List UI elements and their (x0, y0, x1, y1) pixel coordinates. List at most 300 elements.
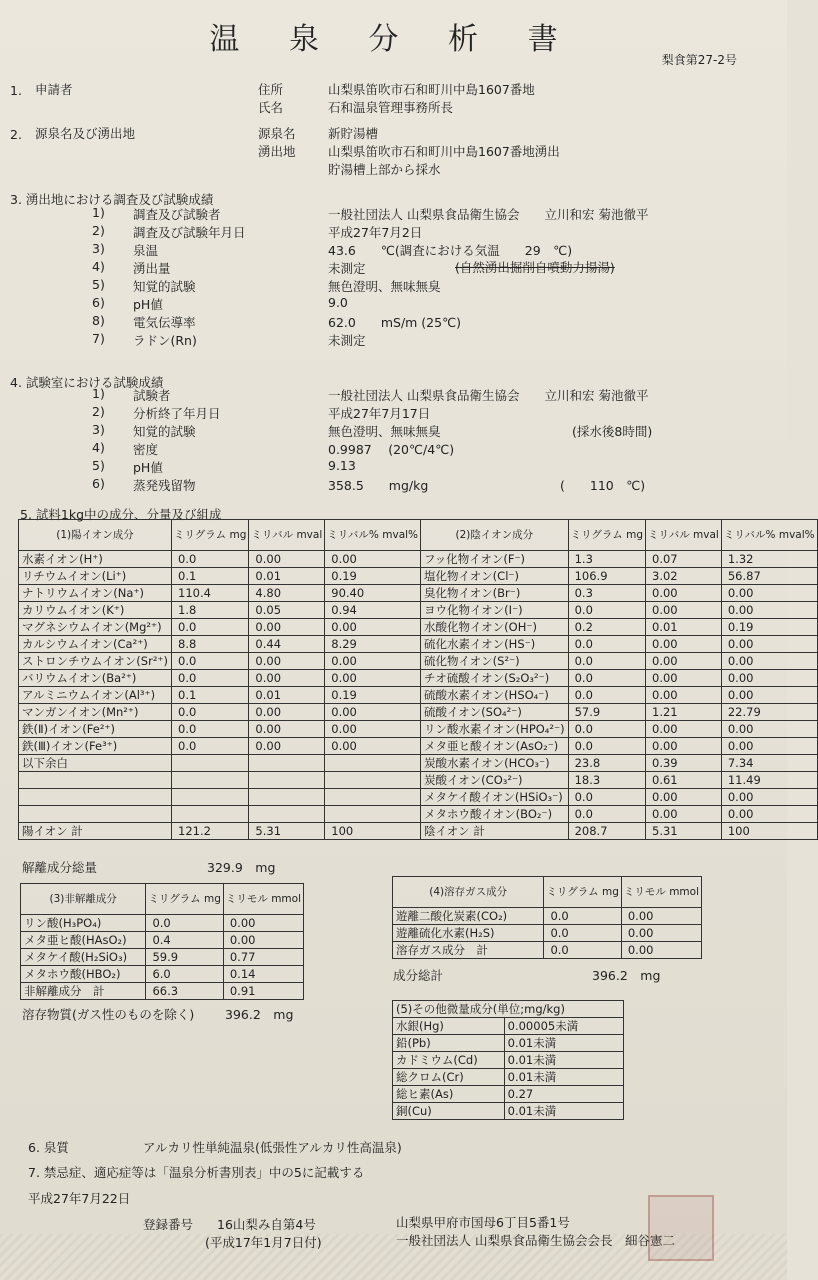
s3-row-5-number: 5) (92, 277, 105, 292)
undissociated-cell: 0.00 (223, 915, 303, 932)
anion-header-3: ミリバル% mval% (721, 520, 817, 551)
anion-cell: 0.00 (646, 806, 722, 823)
gas-header-2: ミリモル mmol (621, 877, 701, 908)
cation-cell: マンガンイオン(Mn²⁺) (19, 704, 172, 721)
cation-cell: 0.0 (172, 738, 249, 755)
undissociated-header-2: ミリモル mmol (223, 884, 303, 915)
anion-cell: 0.0 (568, 636, 645, 653)
s3-row-4-value: 未測定 (328, 261, 366, 276)
gas-cell: 0.0 (544, 942, 621, 959)
anion-cell: 0.2 (568, 619, 645, 636)
table-row (19, 704, 818, 721)
undissociated-header-0: (3)非解離成分 (21, 884, 146, 915)
cation-cell: 0.00 (325, 721, 421, 738)
indications-note: 7. 禁忌症、適応症等は「温泉分析書別表」中の5に記載する (28, 1165, 365, 1180)
cation-cell: 0.00 (249, 619, 325, 636)
anion-cell: 106.9 (568, 568, 645, 585)
registration-number: 16山梨み自第4号 (217, 1217, 316, 1232)
gas-header-1: ミリグラム mg (544, 877, 621, 908)
anion-cell: 22.79 (721, 704, 817, 721)
registration-label: 登録番号 (143, 1217, 194, 1232)
cation-cell: 0.00 (325, 551, 421, 568)
cation-cell: 0.05 (249, 602, 325, 619)
undissociated-cell: メタホウ酸(HBO₂) (21, 966, 146, 983)
spring-quality-label: 6. 泉質 (28, 1140, 69, 1155)
s3-row-2-label: 調査及び試験年月日 (133, 225, 246, 240)
section-1-number: 1. (10, 83, 22, 98)
anion-cell: 硫酸水素イオン(HSO₄⁻) (421, 687, 569, 704)
undissociated-header-row (21, 884, 304, 915)
s3-row-2-number: 2) (92, 223, 105, 238)
cation-cell: 90.40 (325, 585, 421, 602)
anion-cell: 0.00 (721, 670, 817, 687)
s3-row-5-label: 知覚的試験 (133, 279, 196, 294)
s3-row-4-number: 4) (92, 259, 105, 274)
undissociated-cell: 0.91 (223, 983, 303, 1000)
anion-cell: リン酸水素イオン(HPO₄²⁻) (421, 721, 569, 738)
cation-cell: 0.1 (172, 568, 249, 585)
table-row (19, 738, 818, 755)
s4-row-1-number: 1) (92, 386, 105, 401)
cation-cell: 0.94 (325, 602, 421, 619)
table-row (19, 772, 818, 789)
cation-cell: 0.0 (172, 653, 249, 670)
s4-row-3-number: 3) (92, 422, 105, 437)
anion-cell: 0.0 (568, 721, 645, 738)
s4-row-1-label: 試験者 (133, 388, 171, 403)
cation-total-cell: 陽イオン 計 (19, 823, 172, 840)
cation-cell (19, 789, 172, 806)
dissolved-solids-label: 溶存物質(ガス性のものを除く) (22, 1007, 195, 1022)
table-row (19, 789, 818, 806)
table-row (19, 551, 818, 568)
cation-cell (19, 806, 172, 823)
anion-cell: 0.00 (646, 653, 722, 670)
dissolved-gas-table (392, 876, 702, 959)
anion-cell: 0.0 (568, 789, 645, 806)
table-row (393, 1103, 624, 1120)
anion-cell: 0.07 (646, 551, 722, 568)
anion-cell: 0.00 (721, 585, 817, 602)
undissociated-cell: 6.0 (146, 966, 223, 983)
table-row (21, 915, 304, 932)
gas-header-row (393, 877, 702, 908)
source-name-key: 源泉名 (258, 126, 296, 141)
s4-row-2-value: 平成27年7月17日 (328, 406, 431, 421)
anion-cell: フッ化物イオン(F⁻) (421, 551, 569, 568)
s4-row-1-value: 一般社団法人 山梨県食品衛生協会 立川和宏 菊池徹平 (328, 388, 649, 403)
gas-cell: 0.0 (544, 908, 621, 925)
section-1-label: 申請者 (35, 82, 73, 97)
anion-cell: 0.00 (721, 738, 817, 755)
cation-cell: 0.00 (325, 670, 421, 687)
cation-header-2: ミリバル mval (249, 520, 325, 551)
trace-cell: 0.01未満 (504, 1052, 623, 1069)
cation-cell: 0.00 (249, 704, 325, 721)
cation-cell: 0.00 (325, 704, 421, 721)
table-row (19, 806, 818, 823)
anion-cell: 0.19 (721, 619, 817, 636)
anion-cell: 0.61 (646, 772, 722, 789)
cation-cell: 0.1 (172, 687, 249, 704)
cation-header-1: ミリグラム mg (172, 520, 249, 551)
trace-cell: 総クロム(Cr) (393, 1069, 505, 1086)
table-row (19, 653, 818, 670)
s3-row-2-value: 平成27年7月2日 (328, 225, 423, 240)
gas-cell: 遊離硫化水素(H₂S) (393, 925, 544, 942)
table-row (21, 983, 304, 1000)
issue-date: 平成27年7月22日 (28, 1191, 131, 1206)
cation-cell: 0.0 (172, 551, 249, 568)
table-row (21, 966, 304, 983)
cation-cell (325, 789, 421, 806)
cation-cell: 水素イオン(H⁺) (19, 551, 172, 568)
s4-row-5-number: 5) (92, 458, 105, 473)
cation-cell: 0.00 (249, 670, 325, 687)
s3-row-7-label: 電気伝導率 (133, 315, 196, 330)
anion-cell: 0.0 (568, 806, 645, 823)
cation-cell: 0.00 (325, 653, 421, 670)
undissociated-cell: 66.3 (146, 983, 223, 1000)
table-row (393, 942, 702, 959)
anion-cell: 18.3 (568, 772, 645, 789)
issuer-name: 一般社団法人 山梨県食品衛生協会会長 細谷憲二 (396, 1233, 675, 1248)
anion-cell: 0.00 (646, 585, 722, 602)
section-2-number: 2. (10, 127, 22, 142)
section-2-label: 源泉名及び湧出地 (35, 126, 136, 141)
s4-row-5-value: 9.13 (328, 458, 356, 473)
s3-row-1-label: 調査及び試験者 (133, 207, 221, 222)
undissociated-cell: メタ亜ヒ酸(HAsO₂) (21, 932, 146, 949)
cation-cell: アルミニウムイオン(Al³⁺) (19, 687, 172, 704)
anion-cell: 0.00 (721, 806, 817, 823)
s3-row-4-label: 湧出量 (133, 261, 171, 276)
anion-cell: 硫化物イオン(S²⁻) (421, 653, 569, 670)
grand-total-label: 成分総計 (393, 968, 444, 983)
undissociated-header-1: ミリグラム mg (146, 884, 223, 915)
trace-header: (5)その他微量成分(単位;mg/kg) (393, 1001, 624, 1018)
cation-cell: 0.00 (249, 551, 325, 568)
dissociated-total-value: 329.9 mg (207, 860, 276, 875)
cation-cell (325, 755, 421, 772)
ion-totals-row (19, 823, 818, 840)
gas-cell: 遊離二酸化炭素(CO₂) (393, 908, 544, 925)
table-row (19, 670, 818, 687)
anion-cell: 1.3 (568, 551, 645, 568)
anion-cell: 56.87 (721, 568, 817, 585)
sampling-point: 貯湯槽上部から採水 (328, 162, 441, 177)
anion-total-cell: 100 (721, 823, 817, 840)
s4-row-6-number: 6) (92, 476, 105, 491)
table-row (21, 949, 304, 966)
table-row (393, 908, 702, 925)
cation-cell: 4.80 (249, 585, 325, 602)
cation-total-cell: 5.31 (249, 823, 325, 840)
sampling-time-note: (採水後8時間) (572, 424, 653, 439)
cation-cell: 0.01 (249, 568, 325, 585)
s3-row-5-value: 無色澄明、無味無臭 (328, 279, 441, 294)
table-row (19, 721, 818, 738)
s4-row-6-value: 358.5 mg/kg (328, 478, 429, 493)
gas-cell: 0.00 (621, 925, 701, 942)
cation-cell: マグネシウムイオン(Mg²⁺) (19, 619, 172, 636)
trace-cell: 銅(Cu) (393, 1103, 505, 1120)
cation-cell: 0.00 (325, 619, 421, 636)
cation-cell: 0.0 (172, 721, 249, 738)
anion-cell: 0.3 (568, 585, 645, 602)
anion-cell: 水酸化物イオン(OH⁻) (421, 619, 569, 636)
gas-header-0: (4)溶存ガス成分 (393, 877, 544, 908)
cation-header-3: ミリバル% mval% (325, 520, 421, 551)
anion-cell: 0.0 (568, 602, 645, 619)
trace-cell: 総ヒ素(As) (393, 1086, 505, 1103)
spring-quality-value: アルカリ性単純温泉(低張性アルカリ性高温泉) (143, 1140, 402, 1155)
applicant-address-key: 住所 (258, 82, 284, 97)
s3-row-3-number: 3) (92, 241, 105, 256)
undissociated-cell: 0.14 (223, 966, 303, 983)
trace-header-row (393, 1001, 624, 1018)
cation-cell: ナトリウムイオン(Na⁺) (19, 585, 172, 602)
cation-cell: 1.8 (172, 602, 249, 619)
cation-cell (325, 772, 421, 789)
ion-table (18, 519, 818, 840)
gas-cell: 0.00 (621, 942, 701, 959)
cation-cell: 8.29 (325, 636, 421, 653)
trace-cell: 0.01未満 (504, 1103, 623, 1120)
undissociated-table (20, 883, 304, 1000)
anion-cell: 0.00 (646, 721, 722, 738)
undissociated-cell: 0.77 (223, 949, 303, 966)
anion-cell: 塩化物イオン(Cl⁻) (421, 568, 569, 585)
gas-cell: 0.00 (621, 908, 701, 925)
issuer-address: 山梨県甲府市国母6丁目5番1号 (396, 1215, 570, 1230)
table-row (21, 932, 304, 949)
gas-cell: 0.0 (544, 925, 621, 942)
cation-cell: 鉄(Ⅲ)イオン(Fe³⁺) (19, 738, 172, 755)
cation-cell: バリウムイオン(Ba²⁺) (19, 670, 172, 687)
cation-cell: 0.00 (249, 721, 325, 738)
gas-cell: 溶存ガス成分 計 (393, 942, 544, 959)
cation-cell: 0.00 (325, 738, 421, 755)
cation-cell: 0.0 (172, 704, 249, 721)
table-row (19, 755, 818, 772)
anion-cell: 3.02 (646, 568, 722, 585)
anion-cell: チオ硫酸イオン(S₂O₃²⁻) (421, 670, 569, 687)
section-3-header: 3. 湧出地における調査及び試験成績 (10, 192, 214, 207)
cation-cell: 0.01 (249, 687, 325, 704)
trace-cell: 0.00005未満 (504, 1018, 623, 1035)
anion-cell: 0.0 (568, 738, 645, 755)
cation-cell (249, 755, 325, 772)
flow-type-note: (自然湧出掘削自噴動力揚湯) (455, 260, 615, 275)
anion-total-cell: 5.31 (646, 823, 722, 840)
cation-cell: 0.19 (325, 687, 421, 704)
source-name: 新貯湯槽 (328, 126, 379, 141)
anion-cell: 0.00 (721, 602, 817, 619)
grand-total-value: 396.2 mg (592, 968, 661, 983)
cation-cell (172, 789, 249, 806)
s4-row-3-value: 無色澄明、無味無臭 (328, 424, 441, 439)
spring-location-key: 湧出地 (258, 144, 296, 159)
s3-row-7-number: 8) (92, 313, 105, 328)
anion-cell: 7.34 (721, 755, 817, 772)
anion-cell: 0.00 (721, 653, 817, 670)
undissociated-cell: メタケイ酸(H₂SiO₃) (21, 949, 146, 966)
anion-cell: 0.0 (568, 653, 645, 670)
undissociated-cell: 0.4 (146, 932, 223, 949)
anion-cell: 11.49 (721, 772, 817, 789)
document-title: 温 泉 分 析 書 (209, 22, 578, 57)
section-5-header: 5. 試料1kg中の成分、分量及び組成 (20, 507, 222, 522)
anion-cell: 0.00 (721, 721, 817, 738)
cation-cell: カルシウムイオン(Ca²⁺) (19, 636, 172, 653)
table-row (19, 602, 818, 619)
applicant-name: 石和温泉管理事務所長 (328, 100, 454, 115)
table-row (393, 1052, 624, 1069)
cation-cell: ストロンチウムイオン(Sr²⁺) (19, 653, 172, 670)
s4-row-3-label: 知覚的試験 (133, 424, 196, 439)
anion-cell: メタホウ酸イオン(BO₂⁻) (421, 806, 569, 823)
trace-cell: 鉛(Pb) (393, 1035, 505, 1052)
anion-cell: 0.0 (568, 670, 645, 687)
trace-cell: 0.01未満 (504, 1035, 623, 1052)
table-row (19, 568, 818, 585)
s4-row-5-label: pH値 (133, 460, 163, 475)
s4-row-2-label: 分析終了年月日 (133, 406, 221, 421)
anion-cell: 0.00 (646, 738, 722, 755)
s3-row-1-number: 1) (92, 205, 105, 220)
s4-row-4-value: 0.9987 (20℃/4℃) (328, 442, 455, 457)
spring-location: 山梨県笛吹市石和町川中島1607番地湧出 (328, 144, 560, 159)
anion-cell: 炭酸水素イオン(HCO₃⁻) (421, 755, 569, 772)
trace-cell: 0.01未満 (504, 1069, 623, 1086)
anion-cell: メタ亜ヒ酸イオン(AsO₂⁻) (421, 738, 569, 755)
cation-cell (249, 806, 325, 823)
cation-total-cell: 100 (325, 823, 421, 840)
s3-row-6-label: pH値 (133, 297, 163, 312)
anion-cell: 0.00 (646, 687, 722, 704)
trace-cell: 水銀(Hg) (393, 1018, 505, 1035)
s3-row-8-number: 7) (92, 331, 105, 346)
s3-row-7-value: 62.0 mS/m (25℃) (328, 315, 462, 330)
cation-cell (325, 806, 421, 823)
s3-row-1-value: 一般社団法人 山梨県食品衛生協会 立川和宏 菊池徹平 (328, 207, 649, 222)
anion-cell: メタケイ酸イオン(HSiO₃⁻) (421, 789, 569, 806)
table-row (19, 585, 818, 602)
cation-total-cell: 121.2 (172, 823, 249, 840)
s3-row-3-value: 43.6 ℃(調査における気温 29 ℃) (328, 243, 573, 258)
table-row (19, 687, 818, 704)
registration-date: (平成17年1月7日付) (205, 1235, 322, 1250)
anion-cell: 0.00 (721, 789, 817, 806)
cation-cell: 鉄(Ⅱ)イオン(Fe²⁺) (19, 721, 172, 738)
table-row (19, 619, 818, 636)
s4-row-6-label: 蒸発残留物 (133, 478, 196, 493)
anion-cell: 臭化物イオン(Br⁻) (421, 585, 569, 602)
anion-cell: 57.9 (568, 704, 645, 721)
s4-row-2-number: 2) (92, 404, 105, 419)
s3-row-8-label: ラドン(Rn) (133, 333, 197, 348)
anion-cell: 0.00 (646, 670, 722, 687)
anion-header-2: ミリバル mval (646, 520, 722, 551)
undissociated-cell: 0.0 (146, 915, 223, 932)
anion-cell: 0.00 (721, 636, 817, 653)
ion-table-header-row (19, 520, 818, 551)
evaporation-temp-note: ( 110 ℃) (560, 478, 646, 493)
trace-elements-table (392, 1000, 624, 1120)
table-row (393, 1086, 624, 1103)
dissociated-total-label: 解離成分総量 (22, 860, 98, 875)
cation-cell: 110.4 (172, 585, 249, 602)
table-row (393, 925, 702, 942)
anion-cell: 硫化水素イオン(HS⁻) (421, 636, 569, 653)
undissociated-cell: 非解離成分 計 (21, 983, 146, 1000)
s3-row-3-label: 泉温 (133, 243, 159, 258)
cation-cell: 0.00 (249, 738, 325, 755)
cation-cell: 0.0 (172, 619, 249, 636)
cation-cell: カリウムイオン(K⁺) (19, 602, 172, 619)
undissociated-cell: リン酸(H₃PO₄) (21, 915, 146, 932)
cation-cell: 8.8 (172, 636, 249, 653)
s4-row-4-label: 密度 (133, 442, 159, 457)
s3-row-6-value: 9.0 (328, 295, 348, 310)
table-row (19, 636, 818, 653)
section-4-header: 4. 試験室における試験成績 (10, 375, 164, 390)
cation-cell: 0.44 (249, 636, 325, 653)
anion-cell: 0.00 (721, 687, 817, 704)
cation-header-0: (1)陽イオン成分 (19, 520, 172, 551)
cation-cell: 0.19 (325, 568, 421, 585)
anion-cell: 1.32 (721, 551, 817, 568)
anion-cell: 0.39 (646, 755, 722, 772)
applicant-address: 山梨県笛吹市石和町川中島1607番地 (328, 82, 535, 97)
undissociated-cell: 59.9 (146, 949, 223, 966)
cation-cell (249, 789, 325, 806)
anion-cell: 0.0 (568, 687, 645, 704)
anion-cell: 炭酸イオン(CO₃²⁻) (421, 772, 569, 789)
anion-cell: 硫酸イオン(SO₄²⁻) (421, 704, 569, 721)
s3-row-6-number: 6) (92, 295, 105, 310)
anion-header-1: ミリグラム mg (568, 520, 645, 551)
cation-cell (19, 772, 172, 789)
cation-cell (172, 772, 249, 789)
anion-cell: 0.00 (646, 602, 722, 619)
table-row (393, 1035, 624, 1052)
cation-cell (172, 755, 249, 772)
table-row (393, 1069, 624, 1086)
cation-cell (172, 806, 249, 823)
anion-total-cell: 陰イオン 計 (421, 823, 569, 840)
anion-cell: 1.21 (646, 704, 722, 721)
cation-cell: リチウムイオン(Li⁺) (19, 568, 172, 585)
document-number: 梨食第27-2号 (661, 53, 737, 67)
trace-cell: カドミウム(Cd) (393, 1052, 505, 1069)
cation-cell: 0.00 (249, 653, 325, 670)
cation-cell (249, 772, 325, 789)
anion-header-0: (2)陰イオン成分 (421, 520, 569, 551)
cation-cell: 0.0 (172, 670, 249, 687)
anion-cell: 0.01 (646, 619, 722, 636)
dissolved-solids-value: 396.2 mg (225, 1007, 294, 1022)
s4-row-4-number: 4) (92, 440, 105, 455)
trace-cell: 0.27 (504, 1086, 623, 1103)
applicant-name-key: 氏名 (258, 100, 284, 115)
anion-cell: 0.00 (646, 789, 722, 806)
anion-cell: ヨウ化物イオン(I⁻) (421, 602, 569, 619)
anion-cell: 23.8 (568, 755, 645, 772)
anion-cell: 0.00 (646, 636, 722, 653)
official-seal (648, 1195, 714, 1261)
